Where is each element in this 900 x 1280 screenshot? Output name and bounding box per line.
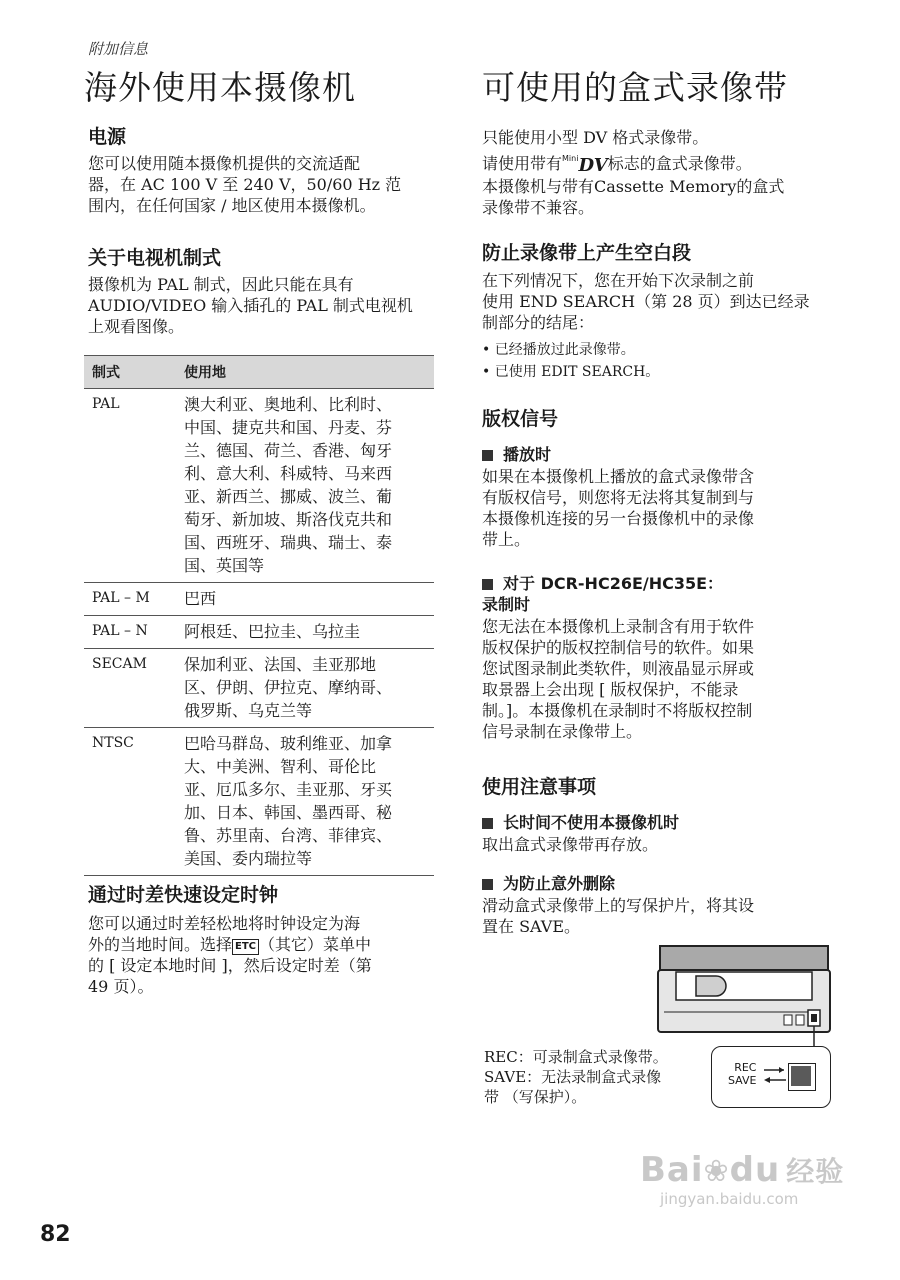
switch-frame	[788, 1063, 816, 1091]
baidu-jingyan-watermark	[640, 1150, 844, 1208]
table-header-system: 制式	[84, 356, 176, 389]
watermark-brand: du	[729, 1150, 781, 1190]
clock-paragraph	[88, 913, 438, 997]
playback-line: 带上。	[482, 530, 531, 549]
record-line: 制。]。本摄像机在录制时不将版权控制	[482, 701, 753, 720]
region-line: 亚、新西兰、挪威、波兰、葡	[184, 487, 393, 506]
record-line: 信号录制在录像带上。	[482, 722, 643, 741]
write-protect-diagram	[711, 1046, 831, 1108]
table-header-row	[84, 356, 434, 389]
square-bullet-icon	[482, 579, 493, 590]
tape-reel-icon	[696, 976, 726, 996]
record-subheading-text: 录制时	[482, 595, 531, 614]
longterm-subheading-text: 长时间不使用本摄像机时	[503, 813, 680, 832]
rec-caption	[484, 1047, 668, 1107]
tv-heading: 关于电视机制式	[88, 247, 222, 269]
record-line: 您试图录制此类软件，则液晶显示屏或	[482, 659, 755, 678]
switch-labels	[728, 1061, 756, 1087]
switch-slider	[791, 1066, 811, 1086]
erase-line: 置在 SAVE。	[482, 917, 581, 936]
minidv-mini-label: Mini	[562, 154, 579, 163]
watermark-url: jingyan.baidu.com	[660, 1190, 799, 1208]
table-cell-system: SECAM	[84, 649, 176, 728]
blank-bullets	[482, 339, 659, 383]
erase-line: 滑动盒式录像带上的写保护片，将其设	[482, 896, 755, 915]
notes-heading: 使用注意事项	[482, 776, 597, 798]
region-line: 亚、厄瓜多尔、圭亚那、牙买	[184, 780, 393, 799]
list-item: • 已经播放过此录像带。	[482, 342, 635, 358]
region-line: 阿根廷、巴拉圭、乌拉圭	[184, 622, 361, 641]
power-line: 器，在 AC 100 V 至 240 V，50/60 Hz 范	[88, 175, 402, 194]
page-number: 82	[40, 1222, 71, 1247]
region-line: 中国、捷克共和国、丹麦、芬	[184, 418, 393, 437]
switch-save-label: SAVE	[728, 1074, 757, 1087]
paw-icon: ❀	[703, 1154, 730, 1189]
intro-line	[482, 148, 842, 176]
right-page-title: 可使用的盒式录像带	[482, 68, 788, 107]
region-line: 兰、德国、荷兰、香港、匈牙	[184, 441, 393, 460]
tv-line: 上观看图像。	[88, 317, 185, 336]
list-item: • 已使用 EDIT SEARCH。	[482, 364, 660, 380]
table-row	[84, 616, 434, 649]
erase-subheading-text: 为防止意外删除	[503, 874, 616, 893]
region-line: 萄牙、新加坡、斯洛伐克共和	[184, 510, 393, 529]
region-line: 美国、委内瑞拉等	[184, 849, 313, 868]
watermark-logo	[640, 1150, 844, 1190]
table-cell-region	[176, 728, 434, 876]
region-line: 巴西	[184, 589, 217, 608]
clock-heading: 通过时差快速设定时钟	[88, 884, 279, 906]
region-line: 鲁、苏里南、台湾、菲律宾、	[184, 826, 393, 845]
minidv-logo-icon: DV	[578, 155, 608, 176]
tv-system-table	[84, 355, 434, 876]
clock-line-text: 外的当地时间。选择	[88, 935, 233, 954]
switch-arrows-icon	[764, 1065, 786, 1085]
cassette-illustration	[656, 942, 834, 1050]
region-line: 加、日本、韩国、墨西哥、秘	[184, 803, 393, 822]
intro-text: 请使用带有	[482, 154, 563, 173]
clock-line: 的 [ 设定本地时间 ]，然后设定时差（第	[88, 956, 372, 975]
write-protect-slider	[811, 1014, 817, 1022]
tv-line: AUDIO/VIDEO 输入插孔的 PAL 制式电视机	[88, 296, 413, 315]
etc-menu-icon: ETC	[232, 939, 259, 955]
copyright-heading: 版权信号	[482, 408, 559, 430]
erase-paragraph	[482, 895, 842, 937]
clock-line-text: （其它）菜单中	[259, 935, 372, 954]
record-line: 取景器上会出现 [ 版权保护，不能录	[482, 680, 739, 699]
intro-line: 录像带不兼容。	[482, 198, 595, 217]
record-subheading-model	[482, 573, 723, 594]
playback-subheading	[482, 444, 551, 465]
clock-line	[88, 934, 438, 955]
power-paragraph	[88, 153, 438, 216]
table-row	[84, 649, 434, 728]
longterm-subheading	[482, 812, 679, 833]
record-line: 您无法在本摄像机上录制含有用于软件	[482, 617, 755, 636]
clock-line: 您可以通过时差轻松地将时钟设定为海	[88, 914, 361, 933]
blank-line: 制部分的结尾：	[482, 313, 595, 332]
tv-paragraph	[88, 274, 438, 337]
region-line: 保加利亚、法国、圭亚那地	[184, 655, 377, 674]
table-row	[84, 389, 434, 583]
record-subheading	[482, 573, 723, 615]
clock-line: 49 页）。	[88, 977, 154, 996]
region-line: 巴哈马群岛、玻利维亚、加拿	[184, 734, 393, 753]
table-cell-system: PAL – N	[84, 616, 176, 649]
intro-line: 本摄像机与带有Cassette Memory的盒式	[482, 177, 785, 196]
table-row	[84, 583, 434, 616]
region-line: 大、中美洲、智利、哥伦比	[184, 757, 377, 776]
rec-caption-line: REC：可录制盒式录像带。	[484, 1048, 668, 1066]
intro-line: 只能使用小型 DV 格式录像带。	[482, 128, 709, 147]
switch-rec-label: REC	[734, 1061, 757, 1074]
table-cell-region	[176, 389, 434, 583]
table-header-region: 使用地	[176, 356, 434, 389]
record-model-text: 对于 DCR-HC26E/HC35E：	[503, 574, 724, 593]
table-cell-region	[176, 583, 434, 616]
watermark-brand: Bai	[640, 1150, 704, 1190]
rec-caption-line: SAVE：无法录制盒式录像	[484, 1068, 662, 1086]
left-page-title: 海外使用本摄像机	[84, 68, 356, 107]
square-bullet-icon	[482, 450, 493, 461]
section-label: 附加信息	[88, 40, 149, 58]
power-line: 您可以使用随本摄像机提供的交流适配	[88, 154, 361, 173]
record-paragraph	[482, 616, 842, 742]
region-line: 澳大利亚、奥地利、比利时、	[184, 395, 393, 414]
playback-line: 如果在本摄像机上播放的盒式录像带含	[482, 467, 755, 486]
square-bullet-icon	[482, 818, 493, 829]
blank-line: 在下列情况下，您在开始下次录制之前	[482, 271, 755, 290]
table-row	[84, 728, 434, 876]
tv-line: 摄像机为 PAL 制式，因此只能在具有	[88, 275, 354, 294]
table-cell-system: PAL – M	[84, 583, 176, 616]
power-line: 围内，在任何国家 / 地区使用本摄像机。	[88, 196, 376, 215]
playback-subheading-text: 播放时	[503, 445, 552, 464]
longterm-line: 取出盒式录像带再存放。	[482, 835, 659, 854]
blank-line: 使用 END SEARCH（第 28 页）到达已经录	[482, 292, 810, 311]
cassette-intro	[482, 127, 842, 218]
cassette-port	[784, 1015, 792, 1025]
watermark-jingyan: 经验	[786, 1155, 845, 1188]
intro-text: 标志的盒式录像带。	[607, 154, 752, 173]
rec-caption-line: 带 （写保护）。	[484, 1088, 587, 1106]
playback-line: 有版权信号，则您将无法将其复制到与	[482, 488, 755, 507]
playback-paragraph	[482, 466, 842, 550]
region-line: 利、意大利、科威特、马来西	[184, 464, 393, 483]
erase-subheading	[482, 873, 615, 894]
table-cell-region	[176, 616, 434, 649]
blank-paragraph	[482, 270, 842, 333]
power-heading: 电源	[88, 126, 127, 148]
record-line: 版权保护的版权控制信号的软件。如果	[482, 638, 755, 657]
table-cell-system: PAL	[84, 389, 176, 583]
square-bullet-icon	[482, 879, 493, 890]
blank-heading: 防止录像带上产生空白段	[482, 242, 692, 264]
region-line: 国、西班牙、瑞典、瑞士、泰	[184, 533, 393, 552]
playback-line: 本摄像机连接的另一台摄像机中的录像	[482, 509, 755, 528]
region-line: 区、伊朗、伊拉克、摩纳哥、	[184, 678, 393, 697]
table-cell-system: NTSC	[84, 728, 176, 876]
cassette-port	[796, 1015, 804, 1025]
region-line: 俄罗斯、乌克兰等	[184, 701, 313, 720]
table-cell-region	[176, 649, 434, 728]
region-line: 国、英国等	[184, 556, 265, 575]
